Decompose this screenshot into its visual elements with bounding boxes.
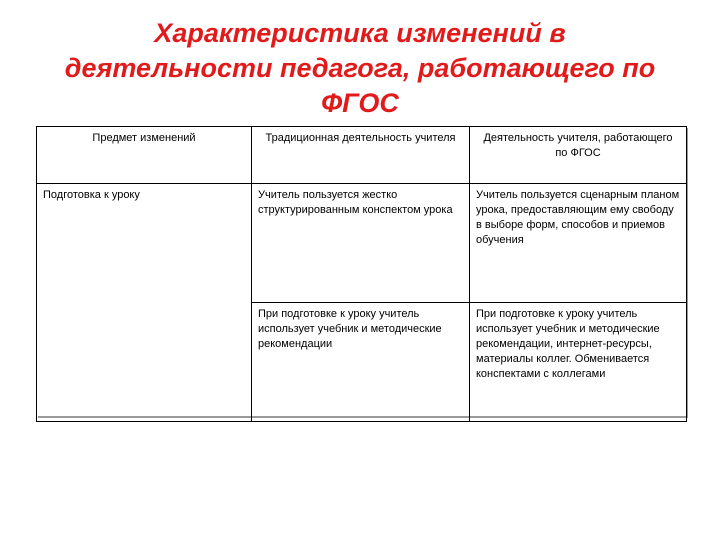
slide-title-line-2: деятельности педагога, работающего по — [64, 53, 656, 83]
slide-title-line-3: ФГОС — [321, 88, 399, 118]
header-subject: Предмет изменений — [37, 127, 252, 184]
comparison-table — [36, 126, 687, 422]
traditional-cell: При подготовке к уроку учитель использует учебник и методические рекомендации — [252, 303, 470, 422]
header-fgos: Деятельность учителя, работающего по ФГОС — [470, 127, 687, 184]
table-header-row — [37, 127, 687, 184]
traditional-cell: Учитель пользуется жестко структурированным конспектом урока — [252, 184, 470, 303]
subject-cell: Подготовка к уроку — [37, 184, 252, 422]
header-traditional: Традиционная деятельность учителя — [252, 127, 470, 184]
fgos-cell: Учитель пользуется сценарным планом урока, предоставляющим ему свободу в выборе форм, способов и приемов обучения — [470, 184, 687, 303]
slide-title — [20, 16, 700, 121]
comparison-table-container — [36, 126, 686, 416]
slide-title-line-1: Характеристика изменений в — [154, 18, 566, 48]
fgos-cell: При подготовке к уроку учитель использует учебник и методические рекомендации, интернет-ресурсы, материалы коллег. Обменивается конспектами с коллегами — [470, 303, 687, 422]
table-row — [37, 184, 687, 303]
